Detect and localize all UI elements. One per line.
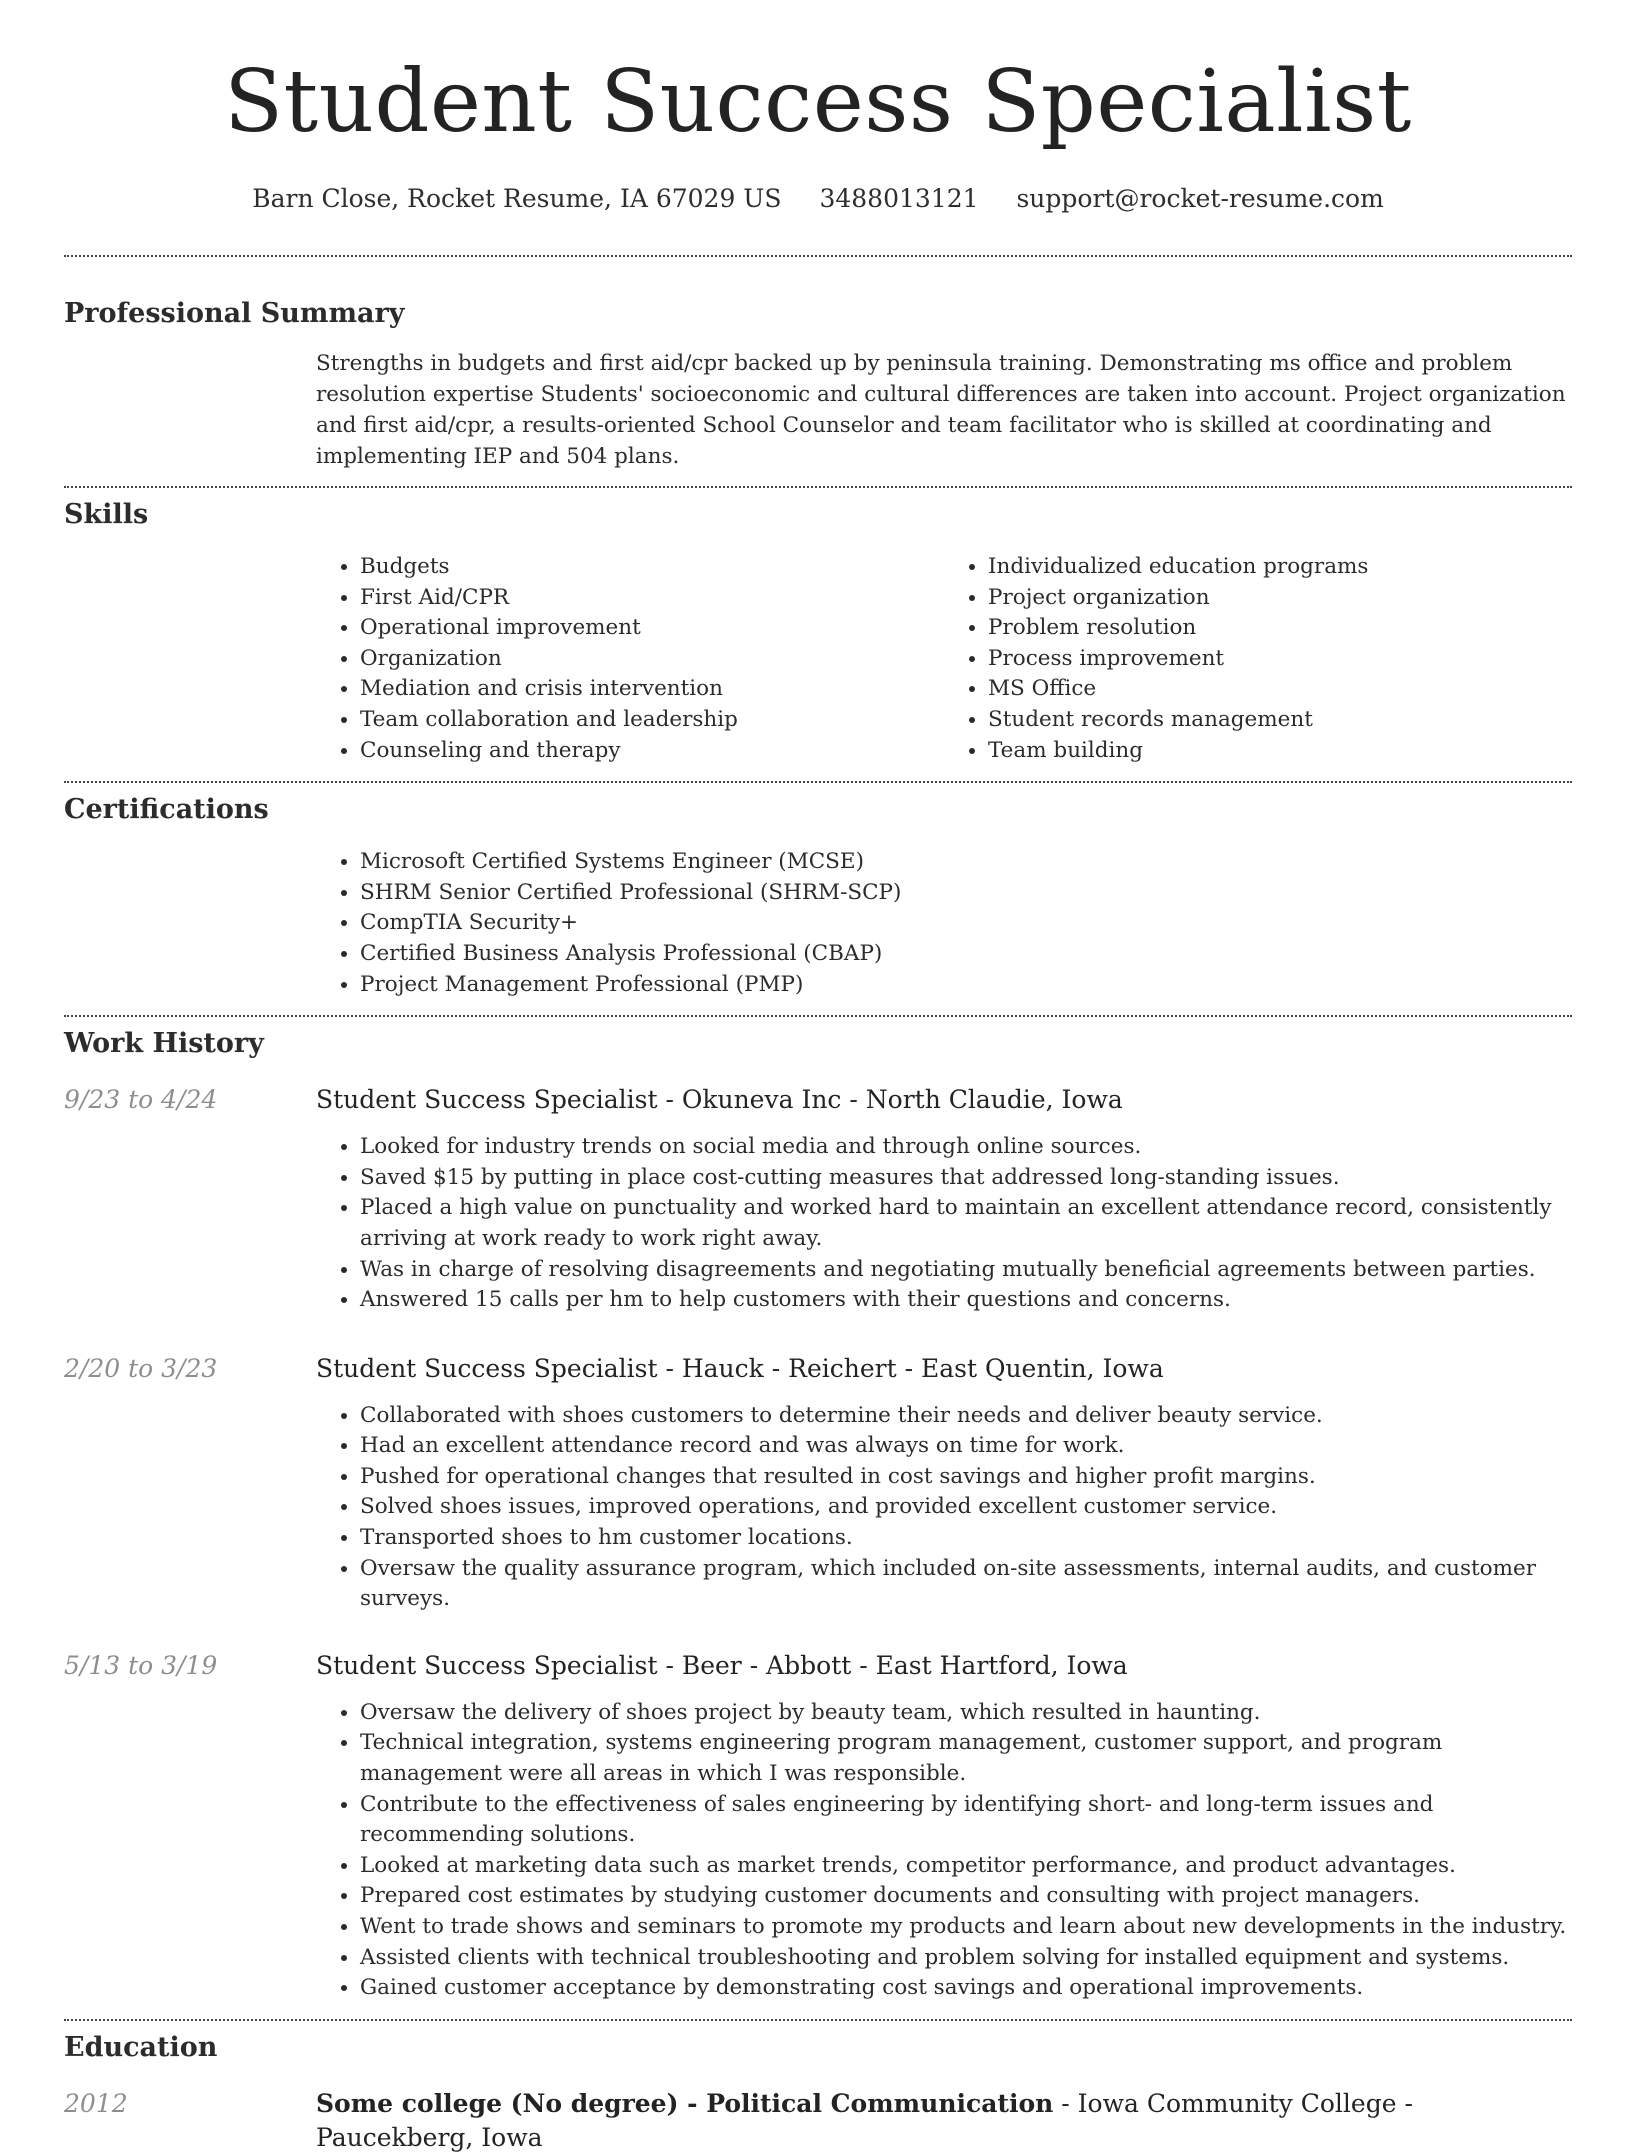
job-dates: 5/13 to 3/19 <box>64 1650 218 1680</box>
summary-section <box>64 297 1572 472</box>
list-item: • Individualized education programs <box>988 552 1572 583</box>
list-item: • CompTIA Security+ <box>360 908 1572 939</box>
list-item: • Oversaw the quality assurance program, which included on-site assessments, internal audits, and customer surveys. <box>360 1554 1572 1615</box>
list-item: • Budgets <box>360 552 944 583</box>
list-item: • Looked for industry trends on social media and through online sources. <box>360 1132 1572 1163</box>
divider <box>64 1015 1572 1017</box>
resume-page <box>64 0 1572 2155</box>
section-title-summary: Professional Summary <box>64 298 405 329</box>
list-item: • Operational improvement <box>360 613 944 644</box>
list-item: • First Aid/CPR <box>360 583 944 614</box>
job-heading: Student Success Specialist - Okuneva Inc - North Claudie, Iowa <box>316 1085 1123 1115</box>
list-item: • Collaborated with shoes customers to determine their needs and deliver beauty service. <box>360 1401 1572 1432</box>
list-item: • Prepared cost estimates by studying customer documents and consulting with project managers. <box>360 1881 1572 1912</box>
list-item: • Team building <box>988 736 1572 767</box>
section-title-education: Education <box>64 2031 218 2063</box>
job-dates: 9/23 to 4/24 <box>64 1085 218 1115</box>
certifications-list <box>316 847 1572 1000</box>
list-item: • Process improvement <box>988 644 1572 675</box>
divider <box>64 486 1572 488</box>
education-entry <box>64 2087 1572 2155</box>
job-bullets <box>316 1132 1572 1316</box>
list-item: • Organization <box>360 644 944 675</box>
list-item: • Transported shoes to hm customer locations. <box>360 1523 1572 1554</box>
job-entry <box>64 1083 1572 1117</box>
divider <box>64 255 1572 257</box>
job-entry <box>64 1649 1572 1683</box>
list-item: • SHRM Senior Certified Professional (SHRM-SCP) <box>360 878 1572 909</box>
list-item: • Contribute to the effectiveness of sales engineering by identifying short- and long-term issues and recommending solutions. <box>360 1790 1572 1851</box>
contact-address: Barn Close, Rocket Resume, IA 67029 US <box>252 184 782 213</box>
list-item: • Certified Business Analysis Professional (CBAP) <box>360 939 1572 970</box>
list-item: • Looked at marketing data such as market trends, competitor performance, and product advantages. <box>360 1851 1572 1882</box>
list-item: • Saved $15 by putting in place cost-cutting measures that addressed long-standing issues. <box>360 1163 1572 1194</box>
section-title-certifications: Certifications <box>64 794 269 826</box>
list-item: • Pushed for operational changes that resulted in cost savings and higher profit margins. <box>360 1462 1572 1493</box>
list-item: • Answered 15 calls per hm to help customers with their questions and concerns. <box>360 1285 1572 1316</box>
job-bullets <box>316 1698 1572 2004</box>
contact-email: support@rocket-resume.com <box>1016 184 1384 213</box>
job-bullets <box>316 1401 1572 1615</box>
job-entry <box>64 1352 1572 1386</box>
list-item: • MS Office <box>988 674 1572 705</box>
list-item: • Technical integration, systems engineering program management, customer support, and program management were all areas in which I was responsible. <box>360 1728 1572 1789</box>
education-school: - Iowa Community College - Paucekberg, Iowa <box>316 2088 1413 2152</box>
list-item: • Assisted clients with technical troubleshooting and problem solving for installed equipment and systems. <box>360 1943 1572 1974</box>
education-heading <box>316 2087 1572 2155</box>
education-section <box>64 2031 1572 2155</box>
resume-name: Student Success Specialist <box>224 52 1412 152</box>
list-item: • Had an excellent attendance record and was always on time for work. <box>360 1431 1572 1462</box>
skills-list-left <box>316 552 944 766</box>
list-item: • Student records management <box>988 705 1572 736</box>
job-dates: 2/20 to 3/23 <box>64 1353 218 1383</box>
divider <box>64 781 1572 783</box>
skills-section <box>64 498 1572 766</box>
list-item: • Microsoft Certified Systems Engineer (MCSE) <box>360 847 1572 878</box>
list-item: • Solved shoes issues, improved operations, and provided excellent customer service. <box>360 1492 1572 1523</box>
section-title-work-history: Work History <box>64 1028 264 1060</box>
job-heading: Student Success Specialist - Hauck - Reichert - East Quentin, Iowa <box>316 1353 1164 1383</box>
list-item: • Counseling and therapy <box>360 736 944 767</box>
section-title-skills: Skills <box>64 499 149 530</box>
divider <box>64 2019 1572 2021</box>
job-heading: Student Success Specialist - Beer - Abbott - East Hartford, Iowa <box>316 1650 1128 1680</box>
education-degree: Some college (No degree) - Political Communication <box>316 2088 1054 2118</box>
list-item: • Placed a high value on punctuality and worked hard to maintain an excellent attendance record, consistently arriving at work ready to work right away. <box>360 1193 1572 1254</box>
contact-line <box>64 182 1572 216</box>
list-item: • Problem resolution <box>988 613 1572 644</box>
skills-list-right <box>944 552 1572 766</box>
list-item: • Gained customer acceptance by demonstrating cost savings and operational improvements. <box>360 1973 1572 2004</box>
contact-phone: 3488013121 <box>819 184 979 213</box>
list-item: • Project organization <box>988 583 1572 614</box>
list-item: • Team collaboration and leadership <box>360 705 944 736</box>
work-history-section <box>64 1027 1572 2004</box>
education-year: 2012 <box>64 2088 128 2118</box>
list-item: • Project Management Professional (PMP) <box>360 970 1572 1001</box>
list-item: • Went to trade shows and seminars to promote my products and learn about new developments in the industry. <box>360 1912 1572 1943</box>
certifications-section <box>64 793 1572 1000</box>
summary-text: Strengths in budgets and first aid/cpr backed up by peninsula training. Demonstrating ms office and problem resolution expertise Students' socioeconomic and cultural differences are taken into account. Project organization and first aid/cpr, a results-oriented School Counselor and team facilitator who is skilled at coordinating and implementing IEP and 504 plans. <box>316 351 1566 469</box>
list-item: • Oversaw the delivery of shoes project by beauty team, which resulted in haunting. <box>360 1698 1572 1729</box>
list-item: • Was in charge of resolving disagreements and negotiating mutually beneficial agreements between parties. <box>360 1255 1572 1286</box>
list-item: • Mediation and crisis intervention <box>360 674 944 705</box>
